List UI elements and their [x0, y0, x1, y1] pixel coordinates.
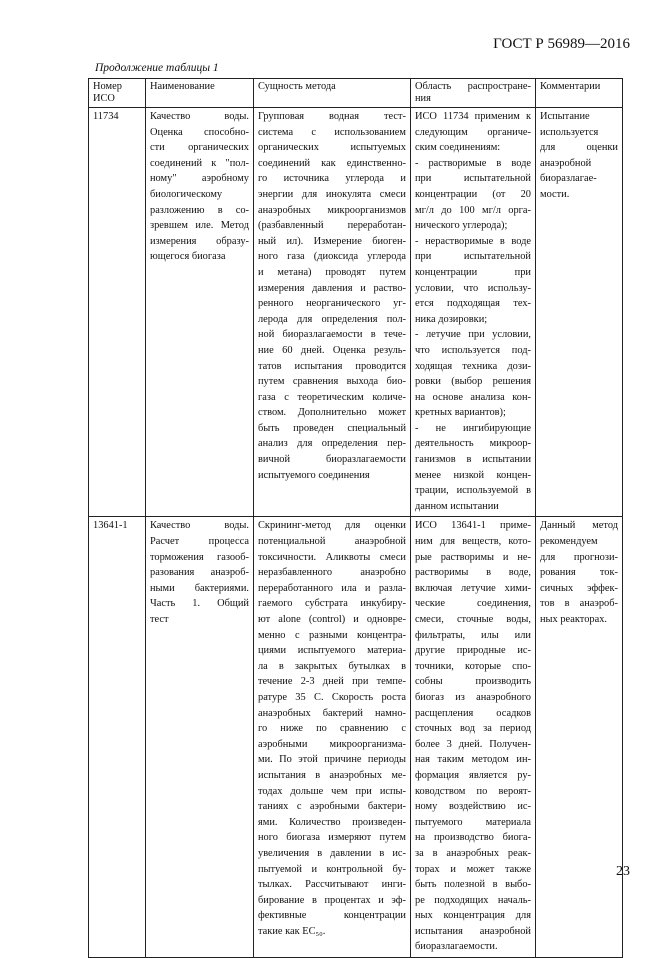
document-code: ГОСТ Р 56989—2016	[493, 36, 630, 52]
cell-line: бирование в процентах и эф-	[258, 894, 406, 906]
cell-line: ренного неорганического уг-	[258, 298, 406, 310]
header-line: Сущность метода	[258, 81, 336, 92]
cell-line: ют alone (control) и одновре-	[258, 614, 406, 625]
cell-line: анаэробных микроорганизмов	[258, 204, 406, 216]
header-line: Комментарии	[540, 81, 601, 92]
cell-line: анализ для определения пер-	[258, 438, 406, 450]
cell-line: анаэробной	[540, 157, 592, 169]
iso-number-cell	[89, 108, 146, 517]
page-number: 23	[616, 864, 630, 879]
cell-line: биоразлагае-	[540, 173, 597, 185]
cell-line: ровки (выбор решения	[415, 376, 531, 388]
cell-line: за в анаэробных реак-	[415, 847, 531, 859]
cell-line: что используется под-	[415, 344, 531, 356]
cell-line: Скрининг-метод для оценки	[258, 520, 406, 532]
cell-line: ному" аэробному	[150, 173, 249, 185]
cell-line: сти органических	[150, 142, 249, 154]
cell-line: - не ингибирующие	[415, 422, 531, 434]
cell-line: используется	[540, 126, 599, 138]
cell-line: Качество воды.	[150, 111, 249, 122]
cell-line: соединений к "пол-	[150, 157, 249, 169]
cell-line: ре подходящих началь-	[415, 894, 531, 906]
header-line: ИСО	[93, 93, 115, 104]
table-row	[89, 517, 623, 958]
cell-line: испытуемого соединения	[258, 469, 370, 481]
name-cell	[146, 108, 254, 517]
column-header	[254, 79, 411, 108]
cell-line: соединений как единственно-	[258, 157, 406, 169]
cell-line: торах и может также	[415, 863, 531, 875]
cell-line: тов в анаэроб-	[540, 598, 618, 610]
cell-line: ный ил). Измерение биоген-	[258, 235, 406, 247]
cell-line: Расчет процесса	[150, 536, 249, 548]
table-row	[89, 108, 623, 517]
cell-line: ческие соединения,	[415, 598, 531, 610]
cell-line: на производство биога-	[415, 832, 531, 844]
cell-line: увеличения в давлении в ис-	[258, 847, 406, 859]
cell-line: пытуемой и контрольной бу-	[258, 863, 406, 875]
cell-line: го ниже по сравнению с	[258, 723, 406, 735]
cell-line: 11734	[93, 111, 119, 122]
cell-line: испытания в анаэробных ме-	[258, 769, 406, 781]
cell-line: Испытание	[540, 111, 590, 122]
table-caption: Продолжение таблицы 1	[95, 62, 219, 74]
cell-line: на основе анализа кон-	[415, 391, 531, 403]
cell-line: путем сравнения выхода био-	[258, 376, 406, 388]
cell-line: ными бактериями.	[150, 582, 249, 594]
cell-line: токсичности. Аликвоты смеси	[258, 551, 406, 563]
cell-line: включая летучие хими-	[415, 582, 531, 594]
cell-line: фильтраты, илы или	[415, 629, 531, 641]
scope-cell	[411, 108, 536, 517]
header-line: Область распростране-	[415, 81, 531, 92]
cell-line: менее низкой концен-	[415, 469, 531, 481]
name-cell	[146, 517, 254, 958]
cell-line: менно с разными концентра-	[258, 629, 406, 641]
cell-line: тест	[150, 614, 169, 625]
cell-line: ной биоразлагаемости в тече-	[258, 329, 406, 341]
header-line: Наименование	[150, 81, 215, 92]
cell-line: ному воздействию ис-	[415, 801, 531, 813]
cell-line: ние 60 дней. Оценка резуль-	[258, 344, 406, 356]
cell-line: формация является ру-	[415, 769, 531, 781]
iso-methods-table	[88, 78, 623, 958]
cell-line: трации, используемой в	[415, 485, 531, 497]
column-header	[411, 79, 536, 108]
cell-line: таниях с аэробными бактери-	[258, 801, 406, 813]
cell-line: торможения газооб-	[150, 551, 249, 563]
cell-line: органических испытуемых	[258, 142, 406, 154]
cell-line: кретных вариантов);	[415, 407, 506, 419]
cell-line: такие как EC₅₀.	[258, 925, 326, 937]
cell-line: пытуемого материала	[415, 816, 531, 828]
cell-line: биоразлагаемости.	[415, 941, 498, 953]
method-cell	[254, 517, 411, 958]
cell-line: вичной биоразлагаемости	[258, 454, 406, 466]
cell-line: энергии для инокулята смеси	[258, 188, 406, 200]
cell-line: ями. Количество произведен-	[258, 816, 406, 828]
cell-line: Качество воды.	[150, 520, 249, 532]
cell-line: расщепления осадков	[415, 707, 531, 719]
cell-line: ных концентрация для	[415, 910, 531, 922]
cell-line: ганизмов в испытании	[415, 454, 531, 466]
cell-line: тодах дольше чем при испы-	[258, 785, 406, 797]
cell-line: быть полезной в выбо-	[415, 879, 531, 891]
iso-number-cell	[89, 517, 146, 958]
column-header	[89, 79, 146, 108]
cell-line: точники, которые спо-	[415, 660, 531, 672]
cell-line: растворимы в воде,	[415, 567, 531, 579]
cell-line: при испытательной	[415, 251, 531, 263]
cell-line: при испытательной	[415, 173, 531, 185]
cell-line: ратуре 35 С. Скорость роста	[258, 691, 406, 703]
cell-line: тылках. Рассчитывают инги-	[258, 879, 406, 891]
comment-cell	[536, 108, 623, 517]
header-line: ния	[415, 93, 431, 104]
cell-line: ного газа (диоксида углерода	[258, 251, 406, 263]
cell-line: ководством по вероят-	[415, 785, 531, 797]
cell-line: собны производить	[415, 676, 531, 688]
cell-line: система с использованием	[258, 126, 406, 138]
cell-line: для оценки	[540, 142, 618, 154]
cell-line: мости.	[540, 188, 570, 200]
cell-line: ется подходящая тех-	[415, 298, 531, 310]
cell-line: течение 2-3 дней при темпе-	[258, 676, 406, 688]
cell-line: Данный метод	[540, 520, 618, 532]
column-header	[146, 79, 254, 108]
cell-line: измерения образу-	[150, 235, 249, 247]
cell-line: следующим органиче-	[415, 126, 531, 138]
cell-line: газа с теоретическим количе-	[258, 391, 406, 403]
cell-line: ла в закрытых бутылках в	[258, 660, 406, 672]
cell-line: сичных эффек-	[540, 582, 618, 594]
cell-line: другие природные ис-	[415, 645, 531, 657]
cell-line: сточных вод за период	[415, 723, 531, 735]
cell-line: (разбавленный переработан-	[258, 220, 406, 232]
cell-line: лерода для определения пол-	[258, 313, 406, 325]
cell-line: концентрации (от 20	[415, 188, 531, 200]
cell-line: ИСО 13641-1 приме-	[415, 520, 531, 532]
cell-line: неразбавленного анаэробно	[258, 567, 406, 579]
cell-line: ским соединениям:	[415, 142, 501, 154]
cell-line: мг/л до 100 мг/л орга-	[415, 204, 531, 216]
cell-line: го источника углерода и	[258, 173, 406, 185]
cell-line: деятельность микроор-	[415, 438, 531, 450]
cell-line: ника дозировки;	[415, 313, 488, 325]
cell-line: - летучие при условии,	[415, 329, 531, 341]
cell-line: ми. По этой причине периоды	[258, 754, 406, 766]
cell-line: циями испытуемого материа-	[258, 645, 406, 657]
cell-line: данном испытании	[415, 500, 499, 512]
cell-line: рые растворимы и не-	[415, 551, 531, 563]
cell-line: ного биогаза измеряют путем	[258, 832, 406, 844]
cell-line: ных реакторах.	[540, 614, 607, 625]
cell-line: - растворимые в воде	[415, 157, 531, 169]
cell-line: быть проведен специальный	[258, 422, 406, 434]
cell-line: Групповая водная тест-	[258, 111, 406, 122]
cell-line: условии, что использу-	[415, 282, 531, 294]
cell-line: разования анаэроб-	[150, 567, 249, 579]
cell-line: фективные концентрации	[258, 910, 406, 922]
cell-line: разложению в со-	[150, 204, 249, 216]
cell-line: анаэробных бактерий намно-	[258, 707, 406, 719]
cell-line: для прогнози-	[540, 551, 618, 563]
cell-line: биологическому	[150, 188, 223, 200]
cell-line: ная таким методом ин-	[415, 754, 531, 766]
cell-line: ИСО 11734 применим к	[415, 111, 531, 122]
cell-line: более 3 дней. Получен-	[415, 738, 531, 750]
comment-cell	[536, 517, 623, 958]
cell-line: татов испытания проводится	[258, 360, 406, 372]
cell-line: 13641-1	[93, 520, 128, 532]
cell-line: рования ток-	[540, 567, 618, 579]
cell-line: ством. Дополнительно может	[258, 407, 406, 419]
cell-line: испытания анаэробной	[415, 925, 531, 937]
cell-line: аэробными микроорганизма-	[258, 738, 406, 750]
cell-line: ходящая техника дози-	[415, 360, 531, 372]
cell-line: потенциальной анаэробной	[258, 536, 406, 548]
cell-line: измерения давления и раство-	[258, 282, 406, 294]
cell-line: зревшем иле. Метод	[150, 220, 249, 232]
cell-line: гаемого субстрата инкубиру-	[258, 598, 406, 610]
cell-line: и метана) проводят путем	[258, 266, 406, 278]
cell-line: концентрации при	[415, 266, 531, 278]
cell-line: ющегося биогаза	[150, 251, 226, 263]
cell-line: рекомендуем	[540, 536, 598, 548]
cell-line: биогаз из анаэробного	[415, 691, 531, 703]
cell-line: смеси, сточные воды,	[415, 614, 531, 625]
cell-line: Оценка способно-	[150, 126, 249, 138]
header-line: Номер	[93, 81, 122, 92]
method-cell	[254, 108, 411, 517]
cell-line: переработанного ила и разла-	[258, 582, 406, 594]
cell-line: нического углерода);	[415, 220, 508, 232]
cell-line: ним для веществ, кото-	[415, 536, 531, 548]
header-row	[89, 79, 623, 108]
cell-line: Часть 1. Общий	[150, 598, 249, 610]
cell-line: - нерастворимые в воде	[415, 235, 531, 247]
column-header	[536, 79, 623, 108]
scope-cell	[411, 517, 536, 958]
